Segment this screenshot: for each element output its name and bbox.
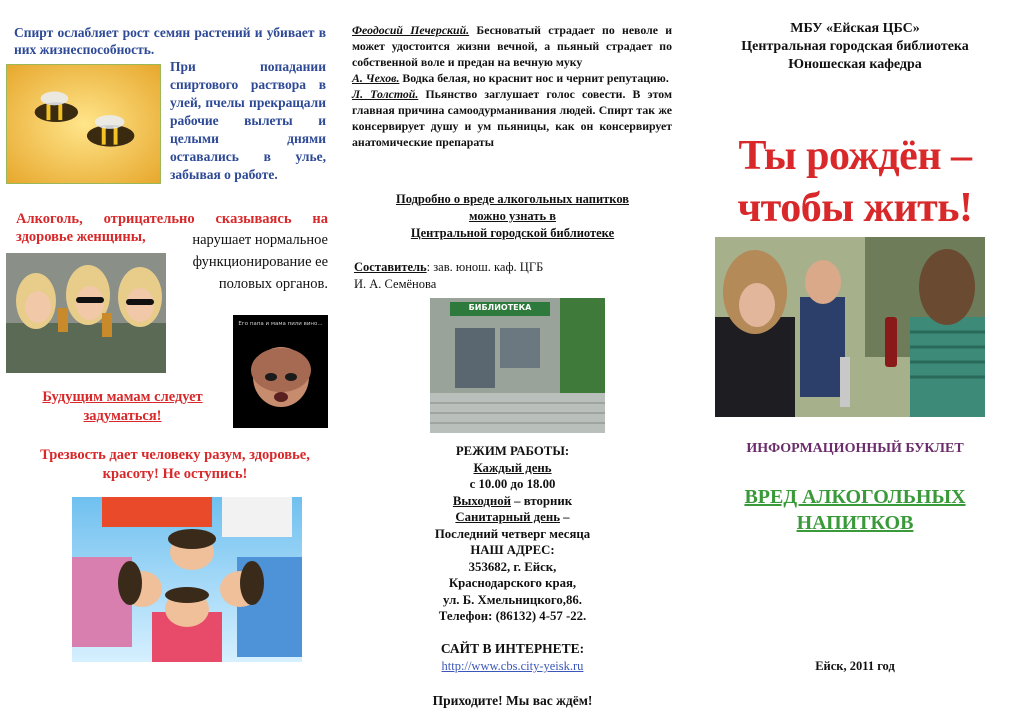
address-line-2: Краснодарского края, [448,576,577,590]
booklet-type: ИНФОРМАЦИОННЫЙ БУКЛЕТ [746,441,964,456]
headline-line-1: Ты рождён – [738,133,972,179]
intro-text: Спирт ослабляет рост семян растений и убивает в них жизнеспособность. [14,25,326,57]
org-line-1: МБУ «Ейская ЦБС» [790,21,920,36]
site-title: САЙТ В ИНТЕРНЕТЕ: [440,641,585,656]
quote-text-pechersky: Бесноватый страдает по неволе и может удостоится жизни вечной, а пьяный страдает по собственной воле и предан на вечную муку [352,23,673,69]
headline-line-2: чтобы жить! [737,185,973,231]
site-link-wrap [360,658,665,674]
quote-pechersky [352,22,672,70]
compiler-line [354,259,674,276]
day-off-label: Выходной [452,493,511,508]
address-title: НАШ АДРЕС: [470,543,555,557]
organization [695,20,1015,74]
quote-text-chekhov: Водка белая, но краснит нос и чернит репутацию. [402,71,669,85]
quote-tolstoy [352,86,672,150]
more-info-line-3: Центральной городской библиотеке [410,226,615,240]
compiler-label: Составитель [354,260,427,274]
teens-circle-photo [72,497,302,662]
opening-hours [360,443,665,625]
subject-line-1: ВРЕД АЛКОГОЛЬНЫХ [744,486,966,508]
compiler-name: И. А. Семёнова [354,277,437,291]
more-info-line-2: можно узнать в [469,209,556,223]
library-photo [430,298,605,433]
site-link[interactable]: http://www.cbs.city-yeisk.ru [441,659,584,673]
city-year: Ейск, 2011 год [815,659,895,673]
sanitary-day: Последний четверг месяца [434,526,591,541]
address-line-3: ул. Б. Хмельницкого,86. [443,592,582,607]
address-line-1: 353682, г. Ейск, [468,559,557,574]
quote-text-tolstoy: Пьянство заглушает голос совести. В этом главная причина самоодурманивания людей. Спирт так же консервирует душу и ум пьяницы, как он консервирует анатомические препараты [352,87,672,149]
bees-photo [6,64,161,184]
library-sign: БИБЛИОТЕКА [468,303,532,312]
day-off-line [360,493,665,510]
sobriety-text: Трезвость дает человеку разум, здоровье, красоту! Не оступись! [40,447,310,482]
booklet-subject [695,484,1015,536]
quote-author-tolstoy: Л. Толстой. [352,87,419,101]
more-info-line-1: Подробно о вреде алкогольных напитков [395,192,630,206]
quotes-block [352,22,672,150]
org-line-3: Юношеская кафедра [788,57,922,72]
compiler-info [354,259,674,293]
org-line-2: Центральная городская библиотека [741,39,969,54]
sanitary-line [360,509,665,526]
headline [695,130,1015,234]
right-panel [685,0,1024,725]
subject-line-2: НАПИТКОВ [796,512,914,534]
phone: Телефон: (86132) 4-57 -22. [438,609,587,623]
sanitary-label: Санитарный день [455,510,560,524]
compiler-position: : зав. юнош. каф. ЦГБ [426,260,544,274]
mothers-text: Будущим мамам следует задуматься! [42,389,203,424]
bees-text: При попадании спиртового раствора в улей, пчелы прекращали рабочие вылеты и целыми днями оставались в улье, забывая о работе. [170,59,326,182]
women-drinking-photo [6,253,166,373]
left-panel [0,0,340,725]
middle-panel [340,0,685,725]
hours-title: РЕЖИМ РАБОТЫ: [455,444,570,458]
quote-author-pechersky: Феодосий Печерский. [352,23,470,37]
quote-chekhov [352,70,672,86]
women-text-red: Алкоголь, отрицательно сказываясь на здоровье женщины, [16,211,328,245]
baby-poster-caption: Его папа и мама пили вино... [238,321,323,327]
day-off: – вторник [510,493,573,508]
baby-poster [233,315,328,428]
sanitary-dash: – [559,510,570,524]
welcome-text: Приходите! Мы вас ждём! [432,693,593,708]
hours-daily-label: Каждый день [473,460,552,475]
hours-daily: с 10.00 до 18.00 [469,477,556,491]
more-info [360,191,665,242]
teens-drinking-photo [715,237,985,417]
quote-author-chekhov: А. Чехов. [352,71,400,85]
women-text-black: нарушает нормальное функционирование ее половых органов. [192,232,328,292]
